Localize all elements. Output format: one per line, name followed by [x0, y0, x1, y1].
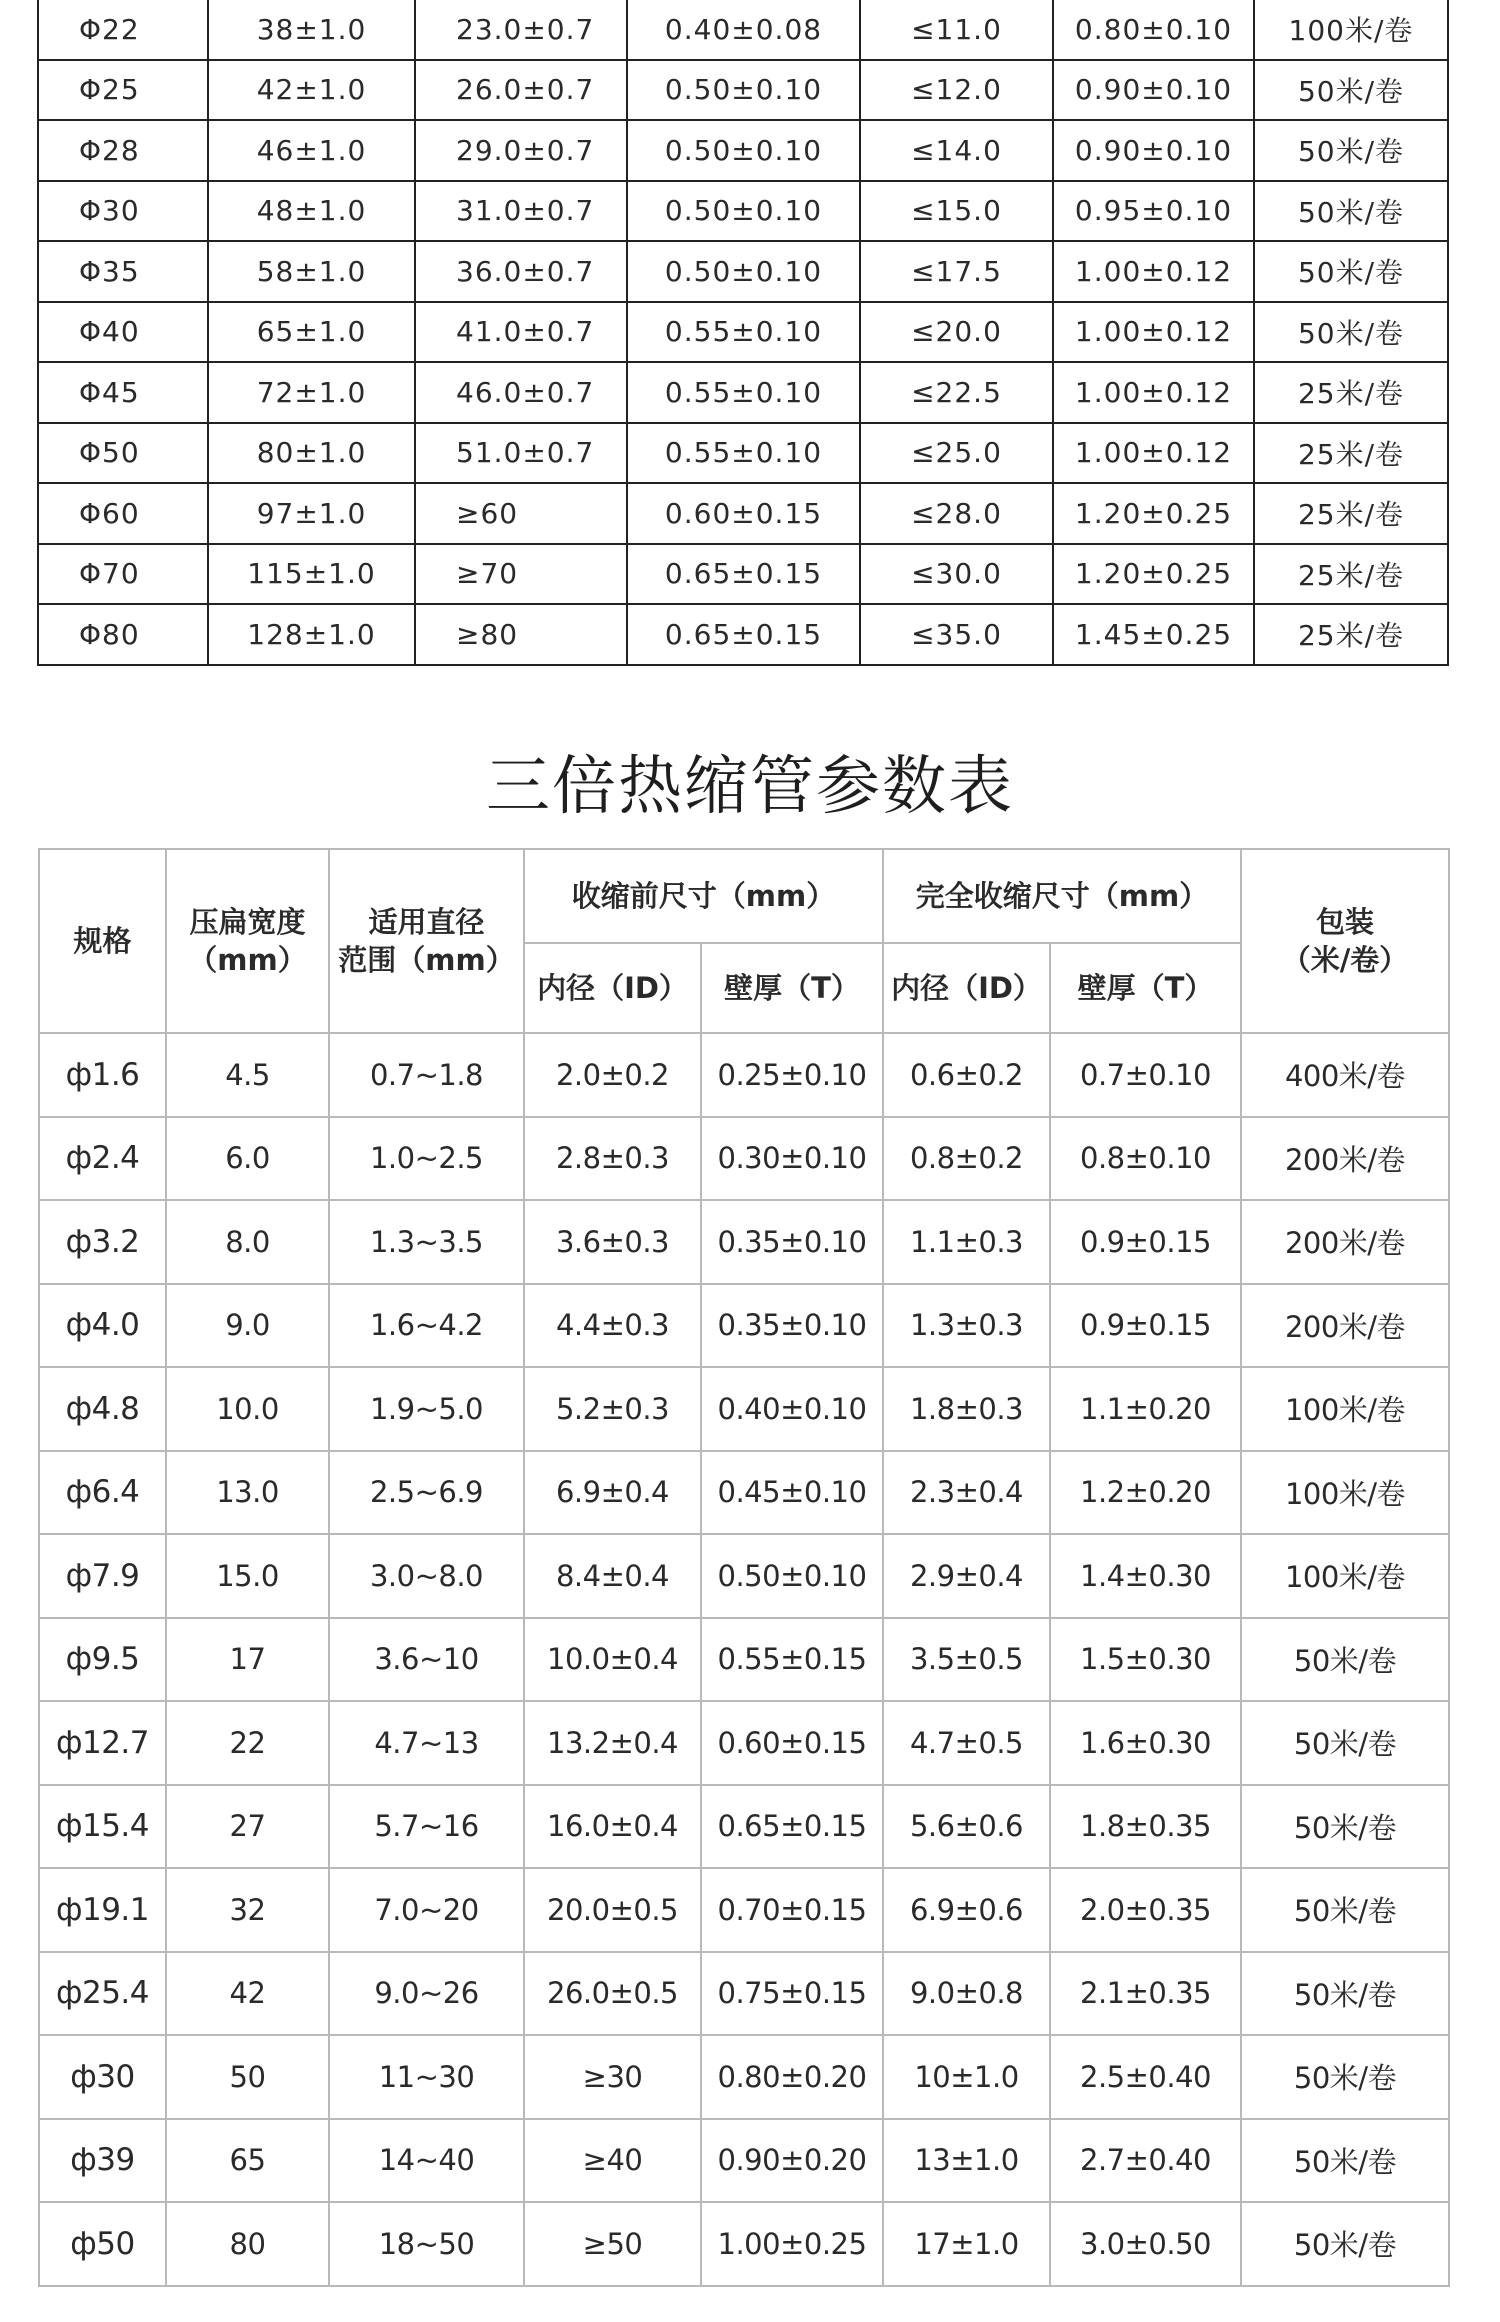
- flat-width-cell: 50: [166, 2035, 329, 2119]
- diameter-range-cell: 5.7~16: [329, 1785, 524, 1869]
- inner-diameter-cell: 29.0±0.7: [415, 120, 627, 181]
- before-wall-thickness-cell: 1.00±0.25: [701, 2202, 883, 2286]
- before-inner-diameter-cell: 5.2±0.3: [524, 1367, 701, 1451]
- spec-cell: ф50: [39, 2202, 166, 2286]
- before-inner-diameter-cell: ≥50: [524, 2202, 701, 2286]
- after-inner-diameter-cell: 17±1.0: [883, 2202, 1050, 2286]
- before-wall-thickness-cell: 0.50±0.10: [701, 1534, 883, 1618]
- after-inner-diameter-cell: 3.5±0.5: [883, 1618, 1050, 1702]
- flat-width-cell: 32: [166, 1868, 329, 1952]
- inner-diameter-cell: 51.0±0.7: [415, 423, 627, 484]
- recovered-cell: ≤30.0: [860, 544, 1053, 605]
- spec-cell: ф4.0: [39, 1284, 166, 1368]
- after-wall-thickness-cell: 2.7±0.40: [1050, 2119, 1241, 2203]
- table-row: [39, 1868, 1449, 1952]
- recovered-cell: ≤25.0: [860, 423, 1053, 484]
- width-cell: 72±1.0: [208, 362, 415, 423]
- after-wall-thickness-cell: 0.8±0.10: [1050, 1117, 1241, 1201]
- triple-shrink-tube-table: [38, 848, 1450, 2287]
- table-row: [38, 60, 1448, 121]
- diameter-range-cell: 18~50: [329, 2202, 524, 2286]
- after-wall-thickness-cell: 3.0±0.50: [1050, 2202, 1241, 2286]
- spec-cell: ф30: [39, 2035, 166, 2119]
- wall-cell: 0.55±0.10: [627, 423, 860, 484]
- after-inner-diameter-cell: 5.6±0.6: [883, 1785, 1050, 1869]
- thickness-cell: 1.00±0.12: [1053, 241, 1254, 302]
- inner-diameter-cell: 26.0±0.7: [415, 60, 627, 121]
- thickness-cell: 0.90±0.10: [1053, 120, 1254, 181]
- header-flat-width-label: 压扁宽度 （mm）: [188, 905, 307, 977]
- width-cell: 80±1.0: [208, 423, 415, 484]
- parameter-table-top: [37, 0, 1449, 666]
- wall-cell: 0.65±0.15: [627, 604, 860, 665]
- width-cell: 46±1.0: [208, 120, 415, 181]
- table-row: [39, 1117, 1449, 1201]
- spec-cell: ф1.6: [39, 1033, 166, 1117]
- width-cell: 65±1.0: [208, 302, 415, 363]
- table-row: [38, 181, 1448, 242]
- table-row: [38, 604, 1448, 665]
- after-wall-thickness-cell: 1.5±0.30: [1050, 1618, 1241, 1702]
- wall-cell: 0.50±0.10: [627, 120, 860, 181]
- table-row: [39, 1534, 1449, 1618]
- parameter-table-top-body: [38, 0, 1448, 665]
- after-wall-thickness-cell: 0.7±0.10: [1050, 1033, 1241, 1117]
- thickness-cell: 1.20±0.25: [1053, 544, 1254, 605]
- diameter-range-cell: 3.0~8.0: [329, 1534, 524, 1618]
- package-cell: 200米/卷: [1241, 1117, 1449, 1201]
- wall-cell: 0.50±0.10: [627, 181, 860, 242]
- wall-cell: 0.55±0.10: [627, 302, 860, 363]
- header-before-shrink: [524, 849, 883, 943]
- header-after-wall-thickness: [1050, 943, 1241, 1033]
- after-inner-diameter-cell: 10±1.0: [883, 2035, 1050, 2119]
- header-before-inner-diameter: [524, 943, 701, 1033]
- after-inner-diameter-cell: 1.8±0.3: [883, 1367, 1050, 1451]
- triple-shrink-tube-table-body: [39, 1033, 1449, 2286]
- header-after-wall-thickness-label: 壁厚（T）: [1077, 971, 1214, 1005]
- recovered-cell: ≤20.0: [860, 302, 1053, 363]
- table-row: [39, 1451, 1449, 1535]
- flat-width-cell: 65: [166, 2119, 329, 2203]
- flat-width-cell: 8.0: [166, 1200, 329, 1284]
- thickness-cell: 0.80±0.10: [1053, 0, 1254, 60]
- after-inner-diameter-cell: 0.6±0.2: [883, 1033, 1050, 1117]
- after-wall-thickness-cell: 1.2±0.20: [1050, 1451, 1241, 1535]
- after-wall-thickness-cell: 1.1±0.20: [1050, 1367, 1241, 1451]
- flat-width-cell: 4.5: [166, 1033, 329, 1117]
- package-cell: 200米/卷: [1241, 1284, 1449, 1368]
- package-cell: 50米/卷: [1241, 1868, 1449, 1952]
- before-wall-thickness-cell: 0.55±0.15: [701, 1618, 883, 1702]
- diameter-range-cell: 2.5~6.9: [329, 1451, 524, 1535]
- after-wall-thickness-cell: 1.8±0.35: [1050, 1785, 1241, 1869]
- package-cell: 400米/卷: [1241, 1033, 1449, 1117]
- recovered-cell: ≤14.0: [860, 120, 1053, 181]
- header-before-inner-diameter-label: 内径（ID）: [537, 971, 688, 1005]
- before-inner-diameter-cell: 2.0±0.2: [524, 1033, 701, 1117]
- package-cell: 100米/卷: [1241, 1451, 1449, 1535]
- before-wall-thickness-cell: 0.45±0.10: [701, 1451, 883, 1535]
- spec-cell: Φ28: [38, 120, 208, 181]
- flat-width-cell: 22: [166, 1701, 329, 1785]
- recovered-cell: ≤15.0: [860, 181, 1053, 242]
- package-cell: 25米/卷: [1254, 483, 1448, 544]
- header-before-wall-thickness: [701, 943, 883, 1033]
- before-inner-diameter-cell: 2.8±0.3: [524, 1117, 701, 1201]
- spec-cell: ф25.4: [39, 1952, 166, 2036]
- flat-width-cell: 80: [166, 2202, 329, 2286]
- wall-cell: 0.65±0.15: [627, 544, 860, 605]
- spec-cell: ф39: [39, 2119, 166, 2203]
- wall-cell: 0.50±0.10: [627, 241, 860, 302]
- header-after-inner-diameter-label: 内径（ID）: [891, 971, 1042, 1005]
- before-wall-thickness-cell: 0.90±0.20: [701, 2119, 883, 2203]
- package-cell: 50米/卷: [1241, 2202, 1449, 2286]
- spec-cell: Φ70: [38, 544, 208, 605]
- before-wall-thickness-cell: 0.65±0.15: [701, 1785, 883, 1869]
- wall-cell: 0.50±0.10: [627, 60, 860, 121]
- package-cell: 25米/卷: [1254, 362, 1448, 423]
- thickness-cell: 1.00±0.12: [1053, 362, 1254, 423]
- table-row: [38, 423, 1448, 484]
- spec-cell: ф9.5: [39, 1618, 166, 1702]
- spec-cell: ф12.7: [39, 1701, 166, 1785]
- width-cell: 42±1.0: [208, 60, 415, 121]
- spec-cell: Φ60: [38, 483, 208, 544]
- inner-diameter-cell: 46.0±0.7: [415, 362, 627, 423]
- header-before-wall-thickness-label: 壁厚（T）: [724, 971, 860, 1005]
- recovered-cell: ≤17.5: [860, 241, 1053, 302]
- inner-diameter-cell: ≥60: [415, 483, 627, 544]
- package-cell: 50米/卷: [1241, 2119, 1449, 2203]
- package-cell: 50米/卷: [1241, 1701, 1449, 1785]
- after-inner-diameter-cell: 2.9±0.4: [883, 1534, 1050, 1618]
- diameter-range-cell: 1.3~3.5: [329, 1200, 524, 1284]
- recovered-cell: ≤28.0: [860, 483, 1053, 544]
- before-wall-thickness-cell: 0.70±0.15: [701, 1868, 883, 1952]
- diameter-range-cell: 9.0~26: [329, 1952, 524, 2036]
- table-row: [38, 241, 1448, 302]
- package-cell: 25米/卷: [1254, 604, 1448, 665]
- table-row: [38, 0, 1448, 60]
- after-inner-diameter-cell: 2.3±0.4: [883, 1451, 1050, 1535]
- width-cell: 115±1.0: [208, 544, 415, 605]
- flat-width-cell: 13.0: [166, 1451, 329, 1535]
- table-row: [39, 1701, 1449, 1785]
- table-row: [39, 1284, 1449, 1368]
- package-cell: 50米/卷: [1241, 1618, 1449, 1702]
- header-diameter-range-label: 适用直径 范围（mm）: [338, 905, 515, 977]
- table-row: [38, 120, 1448, 181]
- package-cell: 100米/卷: [1241, 1367, 1449, 1451]
- recovered-cell: ≤11.0: [860, 0, 1053, 60]
- diameter-range-cell: 4.7~13: [329, 1701, 524, 1785]
- after-inner-diameter-cell: 6.9±0.6: [883, 1868, 1050, 1952]
- spec-cell: Φ45: [38, 362, 208, 423]
- inner-diameter-cell: 36.0±0.7: [415, 241, 627, 302]
- before-wall-thickness-cell: 0.35±0.10: [701, 1200, 883, 1284]
- diameter-range-cell: 14~40: [329, 2119, 524, 2203]
- inner-diameter-cell: 41.0±0.7: [415, 302, 627, 363]
- before-wall-thickness-cell: 0.75±0.15: [701, 1952, 883, 2036]
- spec-cell: ф19.1: [39, 1868, 166, 1952]
- spec-cell: Φ35: [38, 241, 208, 302]
- before-inner-diameter-cell: 26.0±0.5: [524, 1952, 701, 2036]
- table-row: [38, 362, 1448, 423]
- table-header: [39, 849, 1449, 1033]
- before-inner-diameter-cell: 8.4±0.4: [524, 1534, 701, 1618]
- after-inner-diameter-cell: 1.1±0.3: [883, 1200, 1050, 1284]
- spec-cell: Φ22: [38, 0, 208, 60]
- before-inner-diameter-cell: 16.0±0.4: [524, 1785, 701, 1869]
- after-wall-thickness-cell: 2.1±0.35: [1050, 1952, 1241, 2036]
- before-inner-diameter-cell: 10.0±0.4: [524, 1618, 701, 1702]
- table-row: [39, 1033, 1449, 1117]
- after-wall-thickness-cell: 1.4±0.30: [1050, 1534, 1241, 1618]
- header-spec: [39, 849, 166, 1033]
- thickness-cell: 0.90±0.10: [1053, 60, 1254, 121]
- after-inner-diameter-cell: 4.7±0.5: [883, 1701, 1050, 1785]
- header-after-inner-diameter: [883, 943, 1050, 1033]
- package-cell: 25米/卷: [1254, 544, 1448, 605]
- spec-cell: Φ25: [38, 60, 208, 121]
- spec-cell: Φ30: [38, 181, 208, 242]
- diameter-range-cell: 1.9~5.0: [329, 1367, 524, 1451]
- width-cell: 97±1.0: [208, 483, 415, 544]
- package-cell: 50米/卷: [1254, 302, 1448, 363]
- package-cell: 25米/卷: [1254, 423, 1448, 484]
- wall-cell: 0.55±0.10: [627, 362, 860, 423]
- after-wall-thickness-cell: 1.6±0.30: [1050, 1701, 1241, 1785]
- package-cell: 50米/卷: [1254, 181, 1448, 242]
- flat-width-cell: 42: [166, 1952, 329, 2036]
- table-row: [39, 2035, 1449, 2119]
- before-inner-diameter-cell: ≥40: [524, 2119, 701, 2203]
- table-row: [39, 1785, 1449, 1869]
- table-row: [39, 1952, 1449, 2036]
- before-inner-diameter-cell: 3.6±0.3: [524, 1200, 701, 1284]
- before-inner-diameter-cell: 20.0±0.5: [524, 1868, 701, 1952]
- diameter-range-cell: 1.6~4.2: [329, 1284, 524, 1368]
- before-wall-thickness-cell: 0.80±0.20: [701, 2035, 883, 2119]
- thickness-cell: 1.00±0.12: [1053, 302, 1254, 363]
- inner-diameter-cell: ≥70: [415, 544, 627, 605]
- after-wall-thickness-cell: 0.9±0.15: [1050, 1284, 1241, 1368]
- after-inner-diameter-cell: 0.8±0.2: [883, 1117, 1050, 1201]
- recovered-cell: ≤35.0: [860, 604, 1053, 665]
- before-inner-diameter-cell: 13.2±0.4: [524, 1701, 701, 1785]
- spec-cell: ф6.4: [39, 1451, 166, 1535]
- width-cell: 128±1.0: [208, 604, 415, 665]
- flat-width-cell: 9.0: [166, 1284, 329, 1368]
- spec-cell: ф3.2: [39, 1200, 166, 1284]
- table-row: [38, 544, 1448, 605]
- table-row: [39, 2119, 1449, 2203]
- table-row: [39, 1618, 1449, 1702]
- header-spec-label: 规格: [73, 924, 132, 958]
- package-cell: 100米/卷: [1241, 1534, 1449, 1618]
- flat-width-cell: 6.0: [166, 1117, 329, 1201]
- diameter-range-cell: 3.6~10: [329, 1618, 524, 1702]
- after-wall-thickness-cell: 0.9±0.15: [1050, 1200, 1241, 1284]
- before-wall-thickness-cell: 0.60±0.15: [701, 1701, 883, 1785]
- table-row: [38, 302, 1448, 363]
- table-row: [39, 1367, 1449, 1451]
- package-cell: 200米/卷: [1241, 1200, 1449, 1284]
- after-wall-thickness-cell: 2.0±0.35: [1050, 1868, 1241, 1952]
- inner-diameter-cell: 31.0±0.7: [415, 181, 627, 242]
- width-cell: 48±1.0: [208, 181, 415, 242]
- package-cell: 50米/卷: [1254, 120, 1448, 181]
- spec-cell: ф7.9: [39, 1534, 166, 1618]
- thickness-cell: 0.95±0.10: [1053, 181, 1254, 242]
- recovered-cell: ≤12.0: [860, 60, 1053, 121]
- package-cell: 100米/卷: [1254, 0, 1448, 60]
- header-after-shrink-label: 完全收缩尺寸（mm）: [915, 879, 1209, 913]
- spec-cell: ф15.4: [39, 1785, 166, 1869]
- header-diameter-range: [329, 849, 524, 1033]
- after-wall-thickness-cell: 2.5±0.40: [1050, 2035, 1241, 2119]
- spec-cell: Φ40: [38, 302, 208, 363]
- before-wall-thickness-cell: 0.35±0.10: [701, 1284, 883, 1368]
- width-cell: 58±1.0: [208, 241, 415, 302]
- diameter-range-cell: 11~30: [329, 2035, 524, 2119]
- package-cell: 50米/卷: [1241, 2035, 1449, 2119]
- before-wall-thickness-cell: 0.40±0.10: [701, 1367, 883, 1451]
- before-inner-diameter-cell: 4.4±0.3: [524, 1284, 701, 1368]
- after-inner-diameter-cell: 9.0±0.8: [883, 1952, 1050, 2036]
- thickness-cell: 1.00±0.12: [1053, 423, 1254, 484]
- flat-width-cell: 15.0: [166, 1534, 329, 1618]
- inner-diameter-cell: 23.0±0.7: [415, 0, 627, 60]
- table-row: [39, 1200, 1449, 1284]
- spec-cell: ф4.8: [39, 1367, 166, 1451]
- wall-cell: 0.40±0.08: [627, 0, 860, 60]
- thickness-cell: 1.45±0.25: [1053, 604, 1254, 665]
- header-package-label: 包装 （米/卷）: [1281, 905, 1409, 977]
- before-inner-diameter-cell: ≥30: [524, 2035, 701, 2119]
- flat-width-cell: 17: [166, 1618, 329, 1702]
- spec-cell: Φ50: [38, 423, 208, 484]
- diameter-range-cell: 0.7~1.8: [329, 1033, 524, 1117]
- wall-cell: 0.60±0.15: [627, 483, 860, 544]
- header-after-shrink: [883, 849, 1241, 943]
- header-package: [1241, 849, 1449, 1033]
- spec-cell: ф2.4: [39, 1117, 166, 1201]
- diameter-range-cell: 7.0~20: [329, 1868, 524, 1952]
- package-cell: 50米/卷: [1241, 1785, 1449, 1869]
- header-flat-width: [166, 849, 329, 1033]
- table-row: [39, 2202, 1449, 2286]
- table-title: 三倍热缩管参数表: [486, 750, 1014, 824]
- after-inner-diameter-cell: 13±1.0: [883, 2119, 1050, 2203]
- thickness-cell: 1.20±0.25: [1053, 483, 1254, 544]
- header-before-shrink-label: 收缩前尺寸（mm）: [571, 879, 836, 913]
- spec-cell: Φ80: [38, 604, 208, 665]
- before-wall-thickness-cell: 0.30±0.10: [701, 1117, 883, 1201]
- package-cell: 50米/卷: [1241, 1952, 1449, 2036]
- recovered-cell: ≤22.5: [860, 362, 1053, 423]
- table-row: [38, 483, 1448, 544]
- package-cell: 50米/卷: [1254, 241, 1448, 302]
- inner-diameter-cell: ≥80: [415, 604, 627, 665]
- flat-width-cell: 27: [166, 1785, 329, 1869]
- diameter-range-cell: 1.0~2.5: [329, 1117, 524, 1201]
- before-wall-thickness-cell: 0.25±0.10: [701, 1033, 883, 1117]
- width-cell: 38±1.0: [208, 0, 415, 60]
- package-cell: 50米/卷: [1254, 60, 1448, 121]
- before-inner-diameter-cell: 6.9±0.4: [524, 1451, 701, 1535]
- flat-width-cell: 10.0: [166, 1367, 329, 1451]
- after-inner-diameter-cell: 1.3±0.3: [883, 1284, 1050, 1368]
